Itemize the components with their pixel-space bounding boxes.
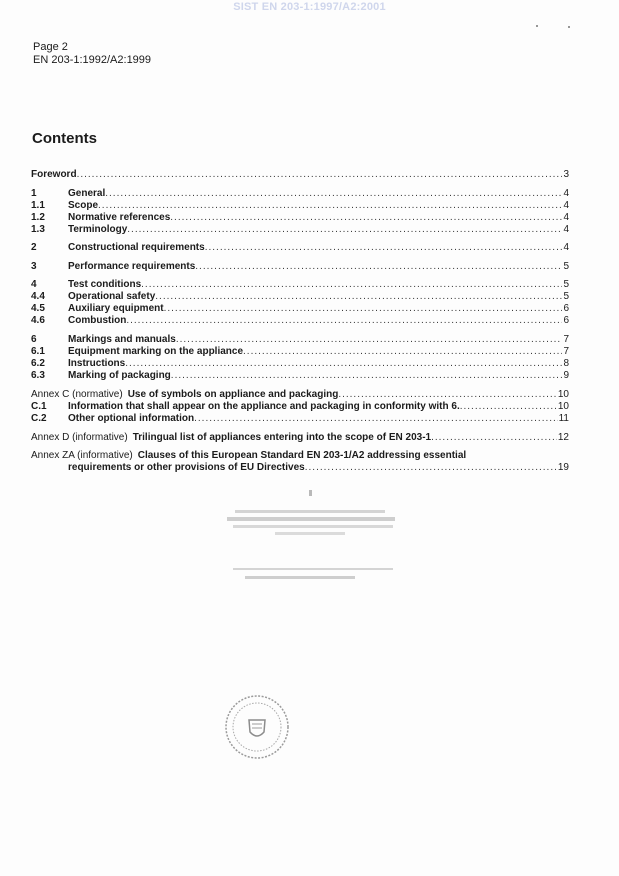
toc-entry-foreword[interactable] bbox=[31, 169, 569, 181]
toc-number: 2 bbox=[31, 242, 37, 253]
toc-number: 4.5 bbox=[31, 303, 45, 314]
toc-page: 5 bbox=[563, 261, 569, 272]
toc-leader bbox=[205, 242, 563, 254]
toc-leader bbox=[176, 334, 563, 346]
toc-page: 4 bbox=[563, 242, 569, 253]
toc-page: 11 bbox=[558, 413, 569, 424]
toc-leader bbox=[141, 279, 562, 291]
toc-page: 4 bbox=[563, 200, 569, 211]
toc-leader bbox=[170, 212, 562, 224]
toc-page: 10 bbox=[557, 389, 569, 400]
toc-number: 6.2 bbox=[31, 358, 45, 369]
toc-entry-annex-za-continued[interactable] bbox=[68, 462, 569, 474]
toc-number: C.1 bbox=[31, 401, 47, 412]
toc-page: 6 bbox=[563, 303, 569, 314]
toc-page: 12 bbox=[557, 432, 569, 443]
toc-leader bbox=[77, 169, 563, 181]
toc-page: 9 bbox=[563, 370, 569, 381]
annex-label: Annex ZA (informative) bbox=[31, 450, 133, 461]
toc-number: 1.1 bbox=[31, 200, 45, 211]
page-title: Contents bbox=[32, 130, 97, 147]
annex-label: Annex C (normative) bbox=[31, 389, 123, 400]
toc-number: 1 bbox=[31, 188, 37, 199]
toc-number: 4 bbox=[31, 279, 37, 290]
toc-title: Equipment marking on the appliance bbox=[68, 346, 244, 357]
toc-entry-c-2[interactable] bbox=[31, 413, 569, 425]
toc-title: Test conditions bbox=[68, 279, 142, 290]
toc-title: Terminology bbox=[68, 224, 128, 235]
toc-entry-1[interactable] bbox=[31, 188, 569, 200]
scan-speck bbox=[536, 25, 538, 27]
toc-page: 3 bbox=[563, 169, 569, 180]
toc-leader bbox=[126, 315, 562, 327]
toc-title: Information that shall appear on the appliance and packaging in conformity with 6. bbox=[68, 401, 460, 412]
toc-title: Combustion bbox=[68, 315, 127, 326]
toc-page: 4 bbox=[563, 212, 569, 223]
toc-entry-6[interactable] bbox=[31, 334, 569, 346]
toc-number: 6.3 bbox=[31, 370, 45, 381]
toc-leader bbox=[127, 224, 562, 236]
toc-entry-c-1[interactable] bbox=[31, 401, 569, 413]
toc-page: 6 bbox=[563, 315, 569, 326]
toc-title: Operational safety bbox=[68, 291, 156, 302]
toc-number: 1.3 bbox=[31, 224, 45, 235]
scan-speck bbox=[568, 26, 570, 28]
toc-title: Markings and manuals bbox=[68, 334, 176, 345]
toc-leader bbox=[98, 200, 562, 212]
toc-title: Trilingual list of appliances entering into the scope of EN 203-1 bbox=[132, 432, 432, 443]
toc-title: Foreword bbox=[31, 169, 77, 180]
toc-title: Other optional information bbox=[68, 413, 195, 424]
toc-page: 10 bbox=[557, 401, 569, 412]
toc-page: 8 bbox=[563, 358, 569, 369]
toc-entry-annex-za[interactable] bbox=[31, 450, 569, 462]
toc-title: General bbox=[68, 188, 106, 199]
circular-seal-graphic bbox=[222, 692, 292, 762]
toc-title: Normative references bbox=[68, 212, 171, 223]
toc-entry-4-6[interactable] bbox=[31, 315, 569, 327]
toc-number: 6 bbox=[31, 334, 37, 345]
toc-page: 5 bbox=[563, 291, 569, 302]
toc-entry-1-1[interactable] bbox=[31, 200, 569, 212]
toc-entry-4-5[interactable] bbox=[31, 303, 569, 315]
toc-entry-6-2[interactable] bbox=[31, 358, 569, 370]
toc-leader bbox=[164, 303, 563, 315]
toc-entry-6-1[interactable] bbox=[31, 346, 569, 358]
toc-entry-6-3[interactable] bbox=[31, 370, 569, 382]
toc-leader bbox=[171, 370, 563, 382]
toc-leader bbox=[338, 389, 557, 401]
standard-reference: EN 203-1:1992/A2:1999 bbox=[33, 54, 152, 66]
watermark: SIST EN 203-1:1997/A2:2001 bbox=[233, 1, 386, 13]
toc-title: requirements or other provisions of EU Directives bbox=[68, 462, 305, 473]
toc-entry-1-3[interactable] bbox=[31, 224, 569, 236]
toc-leader bbox=[243, 346, 562, 358]
annex-label: Annex D (informative) bbox=[31, 432, 128, 443]
toc-number: 6.1 bbox=[31, 346, 45, 357]
toc-entry-annex-c[interactable] bbox=[31, 389, 569, 401]
toc-leader bbox=[460, 401, 557, 413]
toc-title: Constructional requirements bbox=[68, 242, 205, 253]
toc-page: 5 bbox=[563, 279, 569, 290]
toc-number: 3 bbox=[31, 261, 37, 272]
toc-entry-4[interactable] bbox=[31, 279, 569, 291]
toc-entry-3[interactable] bbox=[31, 261, 569, 273]
toc-title: Scope bbox=[68, 200, 99, 211]
toc-number: 4.4 bbox=[31, 291, 45, 302]
toc-entry-1-2[interactable] bbox=[31, 212, 569, 224]
toc-leader bbox=[194, 413, 558, 425]
toc-number: 4.6 bbox=[31, 315, 45, 326]
toc-page: 7 bbox=[563, 346, 569, 357]
toc-leader bbox=[431, 432, 557, 444]
toc-title: Auxiliary equipment bbox=[68, 303, 164, 314]
toc-entry-2[interactable] bbox=[31, 242, 569, 254]
toc-title: Marking of packaging bbox=[68, 370, 171, 381]
toc-title: Performance requirements bbox=[68, 261, 196, 272]
page-number: Page 2 bbox=[33, 41, 68, 53]
toc-page: 4 bbox=[563, 188, 569, 199]
toc-page: 4 bbox=[563, 224, 569, 235]
faded-stamp-graphic bbox=[215, 488, 405, 592]
toc-leader bbox=[305, 462, 557, 474]
toc-leader bbox=[125, 358, 562, 370]
toc-leader bbox=[155, 291, 562, 303]
toc-title: Use of symbols on appliance and packaging bbox=[127, 389, 339, 400]
toc-number: C.2 bbox=[31, 413, 47, 424]
toc-title: Instructions bbox=[68, 358, 126, 369]
toc-number: 1.2 bbox=[31, 212, 45, 223]
toc-leader bbox=[195, 261, 562, 273]
toc-page: 19 bbox=[557, 462, 569, 473]
toc-entry-4-4[interactable] bbox=[31, 291, 569, 303]
toc-entry-annex-d[interactable] bbox=[31, 432, 569, 444]
toc-leader bbox=[105, 188, 562, 200]
toc-page: 7 bbox=[563, 334, 569, 345]
toc-title: Clauses of this European Standard EN 203-1/A2 addressing essential bbox=[137, 450, 467, 461]
